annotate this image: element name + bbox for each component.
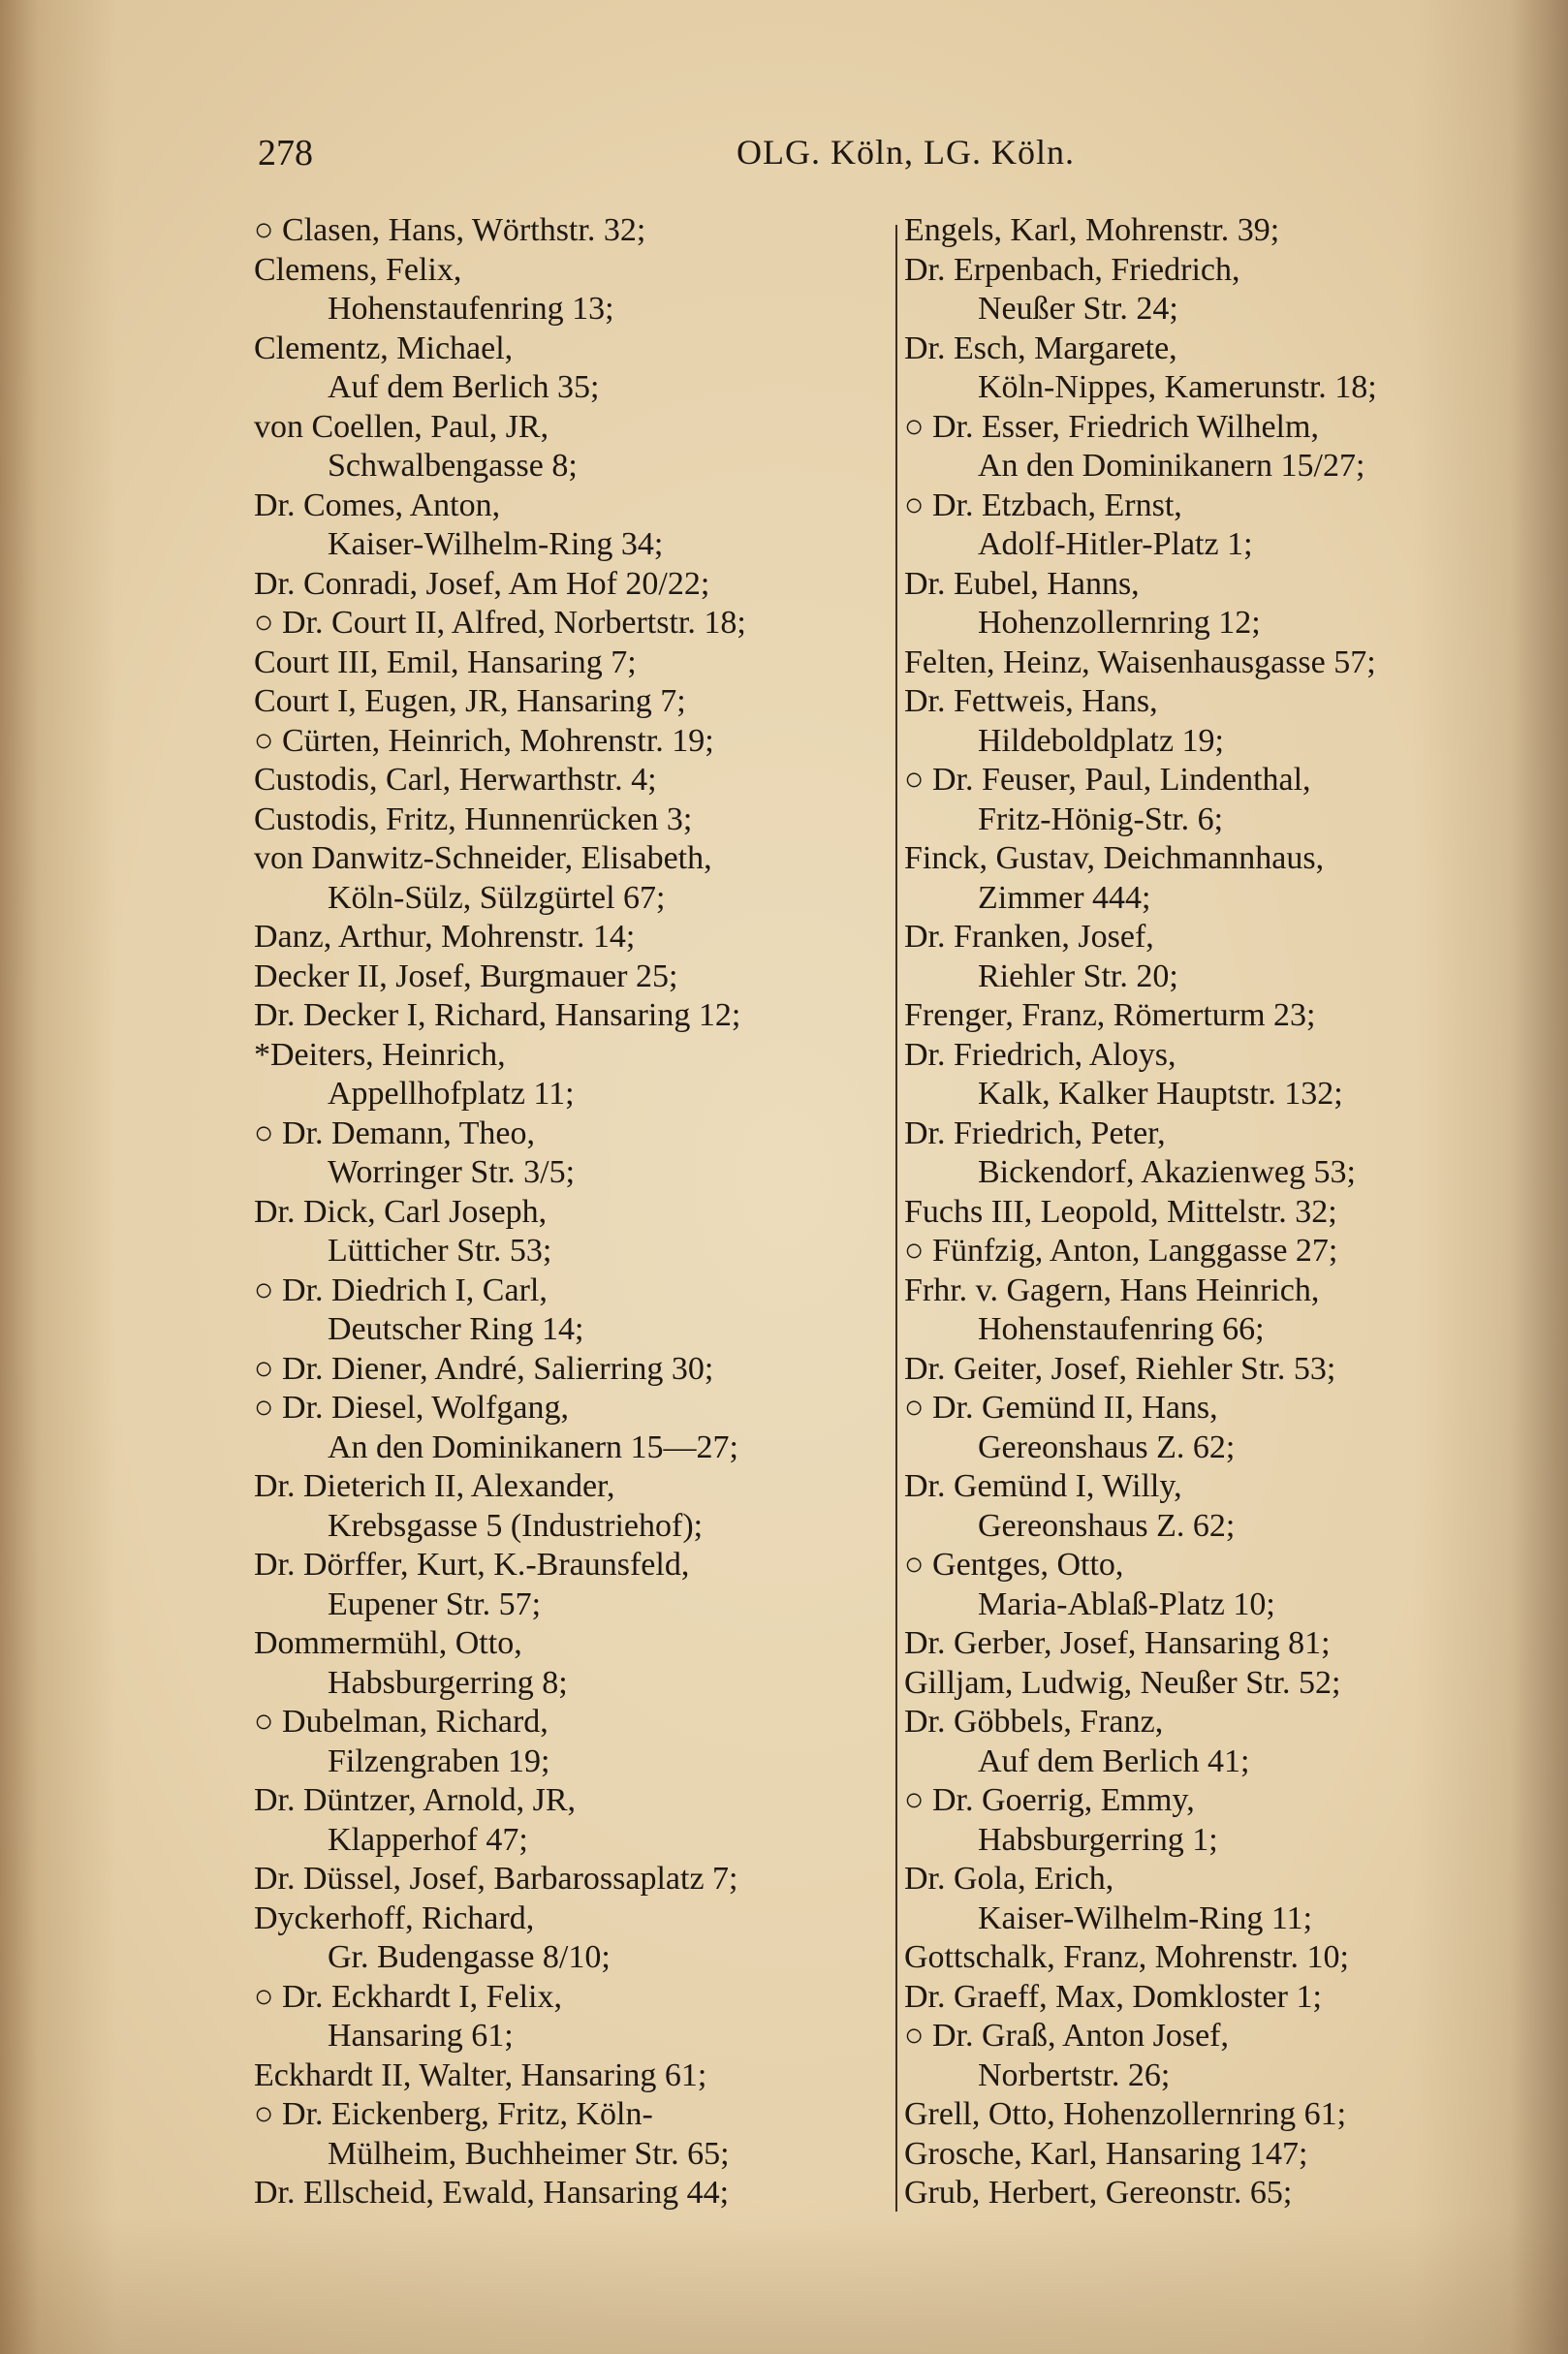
entry-line: Dr. Eubel, Hanns, <box>904 565 1140 602</box>
entry-line: Decker II, Josef, Burgmauer 25; <box>254 957 678 994</box>
entry-line: Clementz, Michael, <box>254 330 514 366</box>
entry-line: Finck, Gustav, Deichmannhaus, <box>904 840 1325 876</box>
entry-line: Dr. Düssel, Josef, Barbarossaplatz 7; <box>254 1861 738 1897</box>
column-divider <box>895 225 897 2212</box>
entry-line: ○ Clasen, Hans, Wörthstr. 32; <box>254 212 646 248</box>
entry-continuation-line: Eupener Str. 57; <box>328 1585 542 1622</box>
entry-continuation-line: Habsburgerring 8; <box>328 1664 568 1701</box>
entry-line: Dommermühl, Otto, <box>254 1625 522 1661</box>
entry-continuation-line: Krebsgasse 5 (Industriehof); <box>328 1507 704 1544</box>
entry-line: ○ Fünfzig, Anton, Langgasse 27; <box>904 1233 1338 1269</box>
entry-continuation-line: Kaiser-Wilhelm-Ring 11; <box>978 1899 1313 1936</box>
entry-line: ○ Gentges, Otto, <box>904 1547 1124 1583</box>
entry-line: Dr. Friedrich, Peter, <box>904 1114 1166 1151</box>
entry-continuation-line: Gereonshaus Z. 62; <box>978 1428 1236 1465</box>
entry-continuation-line: Fritz-Hönig-Str. 6; <box>978 800 1224 837</box>
entry-line: Felten, Heinz, Waisenhausgasse 57; <box>904 643 1376 680</box>
entry-continuation-line: Bickendorf, Akazienweg 53; <box>978 1154 1356 1190</box>
entry-line: Dr. Göbbels, Franz, <box>904 1704 1164 1740</box>
entry-line: Dr. Esch, Margarete, <box>904 330 1177 366</box>
entry-line: ○ Dr. Eickenberg, Fritz, Köln- <box>254 2096 653 2132</box>
entry-continuation-line: Adolf-Hitler-Platz 1; <box>978 526 1253 562</box>
entry-line: Dr. Dick, Carl Joseph, <box>254 1193 548 1230</box>
entry-line: *Deiters, Heinrich, <box>254 1036 506 1073</box>
entry-continuation-line: Deutscher Ring 14; <box>328 1311 584 1347</box>
entry-line: ○ Dr. Feuser, Paul, Lindenthal, <box>904 762 1311 798</box>
entry-line: Dr. Franken, Josef, <box>904 919 1154 955</box>
entry-line: ○ Dr. Graß, Anton Josef, <box>904 2018 1230 2054</box>
entry-line: Dr. Dieterich II, Alexander, <box>254 1468 615 1504</box>
left-column <box>254 211 889 2213</box>
entry-line: Engels, Karl, Mohrenstr. 39; <box>904 212 1280 248</box>
entry-continuation-line: Gr. Budengasse 8/10; <box>328 1939 611 1975</box>
entry-line: Court I, Eugen, JR, Hansaring 7; <box>254 683 686 719</box>
entry-continuation-line: Lütticher Str. 53; <box>328 1233 552 1269</box>
entry-line: Grosche, Karl, Hansaring 147; <box>904 2135 1308 2172</box>
entry-line: Dr. Geiter, Josef, Riehler Str. 53; <box>904 1350 1336 1387</box>
entry-continuation-line: Mülheim, Buchheimer Str. 65; <box>328 2135 730 2172</box>
entry-line: Dr. Graeff, Max, Domkloster 1; <box>904 1978 1322 2015</box>
entry-continuation-line: Maria-Ablaß-Platz 10; <box>978 1585 1275 1622</box>
entry-continuation-line: An den Dominikanern 15/27; <box>978 448 1365 484</box>
entry-continuation-line: An den Dominikanern 15—27; <box>328 1428 738 1465</box>
entry-line: ○ Dubelman, Richard, <box>254 1704 549 1740</box>
entry-continuation-line: Auf dem Berlich 35; <box>328 369 600 405</box>
entry-line: Danz, Arthur, Mohrenstr. 14; <box>254 919 636 955</box>
page-number: 278 <box>258 133 313 173</box>
entry-line: ○ Dr. Diener, André, Salierring 30; <box>254 1350 714 1387</box>
entry-line: ○ Dr. Court II, Alfred, Norbertstr. 18; <box>254 605 746 641</box>
entry-line: Dr. Düntzer, Arnold, JR, <box>254 1782 576 1818</box>
entry-continuation-line: Riehler Str. 20; <box>978 957 1178 994</box>
entry-continuation-line: Hansaring 61; <box>328 2018 514 2054</box>
entry-line: Custodis, Carl, Herwarthstr. 4; <box>254 762 657 798</box>
entry-continuation-line: Gereonshaus Z. 62; <box>978 1507 1236 1544</box>
right-column <box>904 211 1524 2213</box>
entry-continuation-line: Habsburgerring 1; <box>978 1821 1218 1858</box>
entry-line: Dr. Erpenbach, Friedrich, <box>904 251 1240 288</box>
entry-line: Dr. Comes, Anton, <box>254 486 501 523</box>
entry-continuation-line: Hohenstaufenring 13; <box>328 291 614 327</box>
entry-line: Dr. Gemünd I, Willy, <box>904 1468 1182 1504</box>
entry-continuation-line: Hohenzollernring 12; <box>978 605 1261 641</box>
entry-continuation-line: Hohenstaufenring 66; <box>978 1311 1265 1347</box>
entry-line: Custodis, Fritz, Hunnenrücken 3; <box>254 800 693 837</box>
entry-line: Dr. Gola, Erich, <box>904 1861 1114 1897</box>
entry-continuation-line: Zimmer 444; <box>978 879 1151 916</box>
entry-continuation-line: Appellhofplatz 11; <box>328 1076 575 1112</box>
entry-continuation-line: Schwalbengasse 8; <box>328 448 578 484</box>
entry-line: ○ Dr. Etzbach, Ernst, <box>904 486 1182 523</box>
entry-line: ○ Dr. Goerrig, Emmy, <box>904 1782 1195 1818</box>
entry-continuation-line: Norbertstr. 26; <box>978 2056 1171 2093</box>
entry-line: Dyckerhoff, Richard, <box>254 1899 535 1936</box>
entry-line: ○ Dr. Demann, Theo, <box>254 1114 535 1151</box>
entry-line: Frhr. v. Gagern, Hans Heinrich, <box>904 1271 1320 1308</box>
entry-line: ○ Dr. Diesel, Wolfgang, <box>254 1390 570 1426</box>
entry-line: Frenger, Franz, Römerturm 23; <box>904 997 1316 1033</box>
entry-continuation-line: Filzengraben 19; <box>328 1742 550 1779</box>
entry-line: ○ Dr. Gemünd II, Hans, <box>904 1390 1218 1426</box>
entry-line: Gottschalk, Franz, Mohrenstr. 10; <box>904 1939 1349 1975</box>
entry-line: Dr. Decker I, Richard, Hansaring 12; <box>254 997 741 1033</box>
entry-line: Dr. Friedrich, Aloys, <box>904 1036 1176 1073</box>
entry-line: Grub, Herbert, Gereonstr. 65; <box>904 2175 1293 2211</box>
entry-line: Dr. Fettweis, Hans, <box>904 683 1158 719</box>
entry-continuation-line: Köln-Sülz, Sülzgürtel 67; <box>328 879 666 916</box>
entry-line: Eckhardt II, Walter, Hansaring 61; <box>254 2056 707 2093</box>
entry-line: ○ Cürten, Heinrich, Mohrenstr. 19; <box>254 722 714 759</box>
entry-continuation-line: Hildeboldplatz 19; <box>978 722 1225 759</box>
entry-continuation-line: Kalk, Kalker Hauptstr. 132; <box>978 1076 1343 1112</box>
entry-line: von Coellen, Paul, JR, <box>254 408 549 445</box>
entry-continuation-line: Köln-Nippes, Kamerunstr. 18; <box>978 369 1377 405</box>
entry-line: Court III, Emil, Hansaring 7; <box>254 643 637 680</box>
entry-line: ○ Dr. Diedrich I, Carl, <box>254 1271 548 1308</box>
entry-line: Dr. Gerber, Josef, Hansaring 81; <box>904 1625 1331 1661</box>
entry-continuation-line: Worringer Str. 3/5; <box>328 1154 576 1190</box>
entry-line: Clemens, Felix, <box>254 251 462 288</box>
running-head: OLG. Köln, LG. Köln. <box>737 133 1075 172</box>
entry-continuation-line: Auf dem Berlich 41; <box>978 1742 1250 1779</box>
entry-line: Fuchs III, Leopold, Mittelstr. 32; <box>904 1193 1337 1230</box>
entry-line: Dr. Dörffer, Kurt, K.-Braunsfeld, <box>254 1547 690 1583</box>
entry-line: ○ Dr. Esser, Friedrich Wilhelm, <box>904 408 1319 445</box>
entry-continuation-line: Kaiser-Wilhelm-Ring 34; <box>328 526 664 562</box>
entry-line: Dr. Conradi, Josef, Am Hof 20/22; <box>254 565 710 602</box>
entry-line: Gilljam, Ludwig, Neußer Str. 52; <box>904 1664 1341 1701</box>
entry-continuation-line: Klapperhof 47; <box>328 1821 528 1858</box>
entry-line: Grell, Otto, Hohenzollernring 61; <box>904 2096 1347 2132</box>
entry-line: von Danwitz-Schneider, Elisabeth, <box>254 840 712 876</box>
entry-line: Dr. Ellscheid, Ewald, Hansaring 44; <box>254 2175 730 2211</box>
entry-continuation-line: Neußer Str. 24; <box>978 291 1178 327</box>
entry-line: ○ Dr. Eckhardt I, Felix, <box>254 1978 562 2015</box>
